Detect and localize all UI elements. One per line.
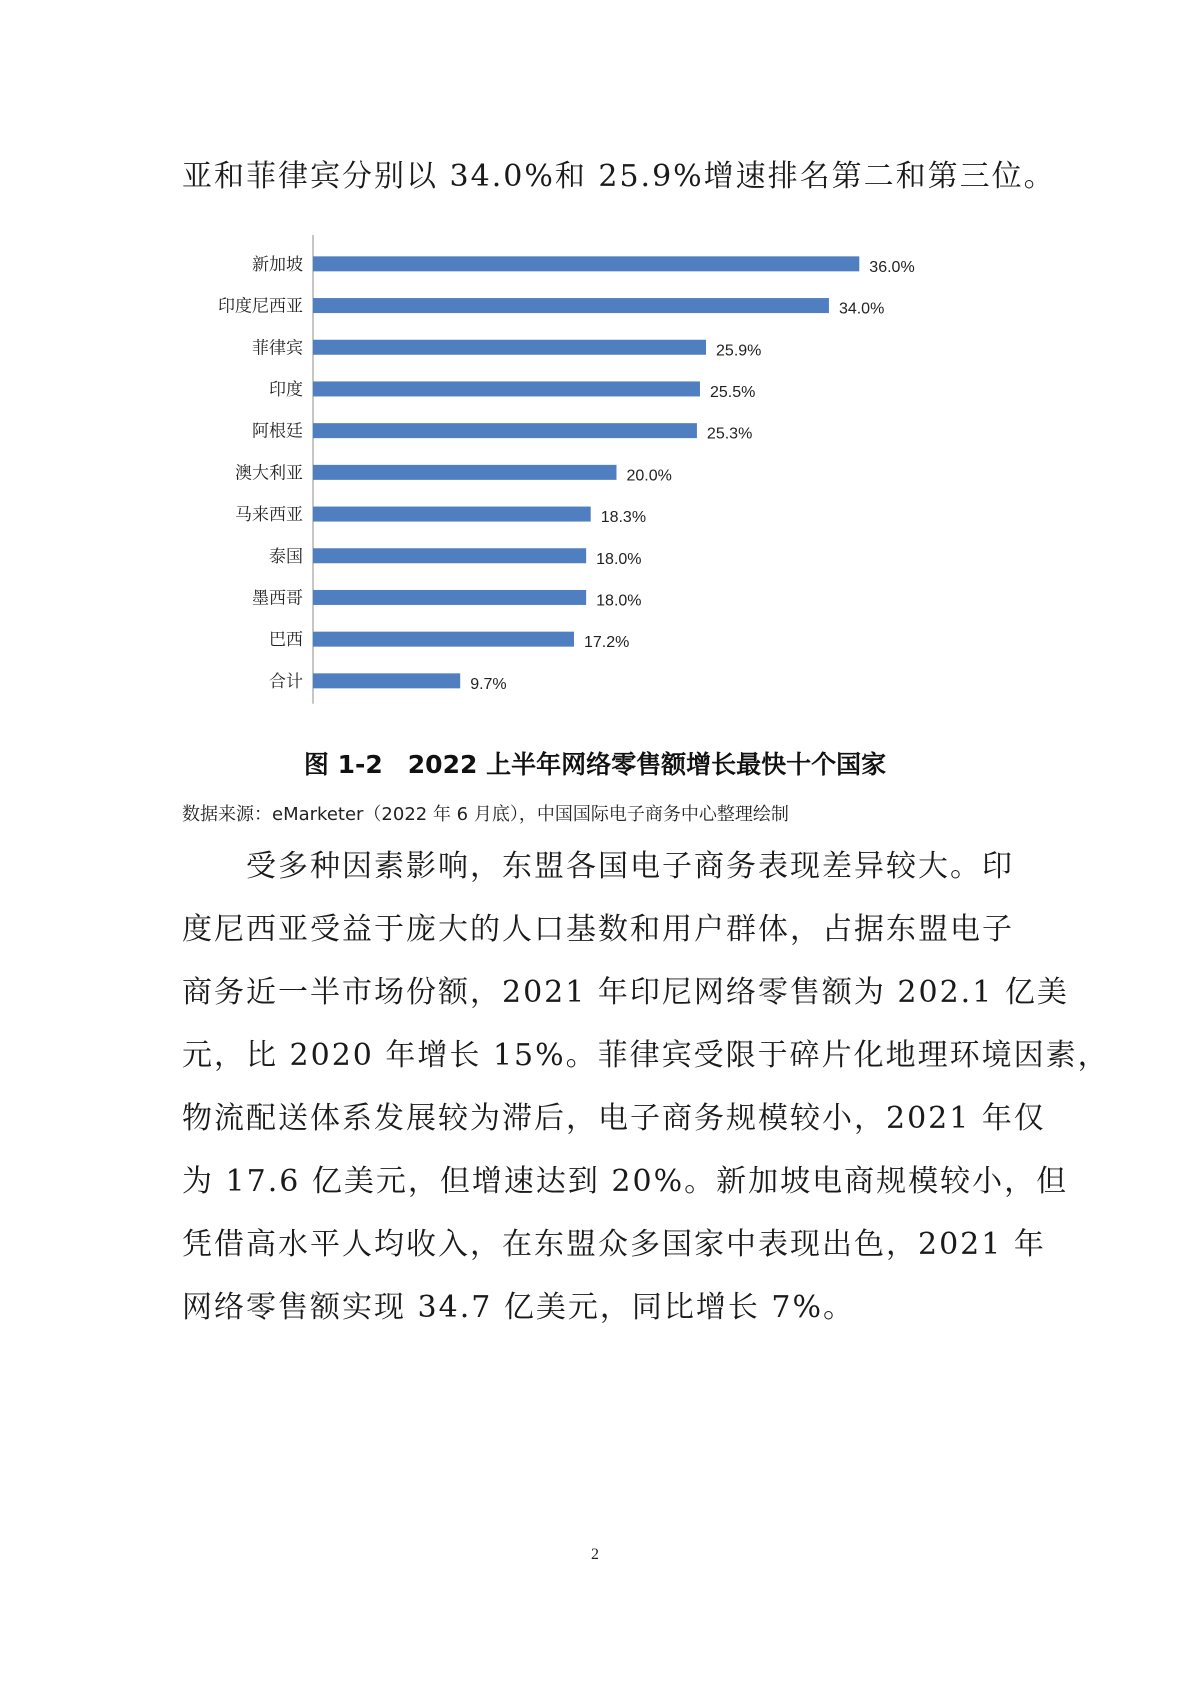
bar — [313, 381, 700, 396]
bar-value-label: 20.0% — [626, 467, 672, 485]
figure-title: 图 1-2 2022 上半年网络零售额增长最快十个国家 — [303, 750, 887, 779]
bar-value-label: 25.3% — [706, 425, 753, 443]
body-paragraph-line-5: 物流配送体系发展较为滞后，电子商务规模较小，2021 年仅 — [182, 1101, 1046, 1136]
bar-value-label: 36.0% — [869, 258, 915, 276]
bar-value-label: 25.5% — [709, 383, 756, 401]
bar — [313, 340, 706, 355]
category-label: 合计 — [269, 671, 303, 692]
bar-value-label: 34.0% — [838, 300, 885, 318]
bar-value-label: 18.0% — [596, 550, 642, 568]
bar-value-label: 18.0% — [596, 592, 642, 610]
bar — [313, 632, 574, 647]
bar — [313, 548, 586, 563]
body-paragraph-line-7: 凭借高水平人均收入，在东盟众多国家中表现出色，2021 年 — [182, 1227, 1046, 1262]
body-paragraph-line-6: 为 17.6 亿美元，但增速达到 20%。新加坡电商规模较小，但 — [182, 1164, 1069, 1199]
figure-source: 数据来源：eMarketer（2022 年 6 月底），中国国际电子商务中心整理绘制 — [182, 804, 789, 825]
category-label: 菲律宾 — [252, 338, 303, 359]
category-label: 阿根廷 — [252, 421, 303, 442]
bar — [313, 673, 460, 688]
bar-value-label: 17.2% — [584, 634, 630, 652]
body-paragraph-line-4: 元，比 2020 年增长 15%。菲律宾受限于碎片化地理环境因素， — [182, 1038, 1110, 1073]
bar-value-label: 25.9% — [716, 342, 762, 360]
chart-marks — [218, 235, 915, 704]
body-paragraph-line-1: 受多种因素影响，东盟各国电子商务表现差异较大。印 — [182, 849, 1014, 884]
body-paragraph-line-8: 网络零售额实现 34.7 亿美元，同比增长 7%。 — [182, 1290, 855, 1325]
category-label: 巴西 — [269, 630, 303, 651]
category-label: 印度 — [269, 379, 303, 400]
bar-value-label: 18.3% — [600, 509, 647, 527]
bar-value-label: 9.7% — [470, 675, 507, 693]
bar — [313, 465, 617, 480]
bar — [313, 423, 697, 438]
page-number: 2 — [591, 1546, 599, 1563]
category-label: 马来西亚 — [235, 505, 303, 526]
category-label: 印度尼西亚 — [218, 296, 303, 317]
body-paragraph-line-3: 商务近一半市场份额，2021 年印尼网络零售额为 202.1 亿美 — [182, 975, 1069, 1010]
bar — [313, 590, 586, 605]
growth-bar-chart — [170, 235, 915, 710]
category-label: 泰国 — [269, 546, 303, 567]
bar — [313, 256, 859, 271]
body-paragraph-line-2: 度尼西亚受益于庞大的人口基数和用户群体，占据东盟电子 — [182, 912, 1014, 947]
bar — [313, 298, 829, 313]
bar — [313, 507, 591, 522]
intro-text-line: 亚和菲律宾分别以 34.0%和 25.9%增速排名第二和第三位。 — [182, 159, 1056, 194]
category-label: 墨西哥 — [252, 588, 303, 609]
category-label: 澳大利亚 — [235, 463, 303, 484]
category-label: 新加坡 — [252, 254, 303, 275]
